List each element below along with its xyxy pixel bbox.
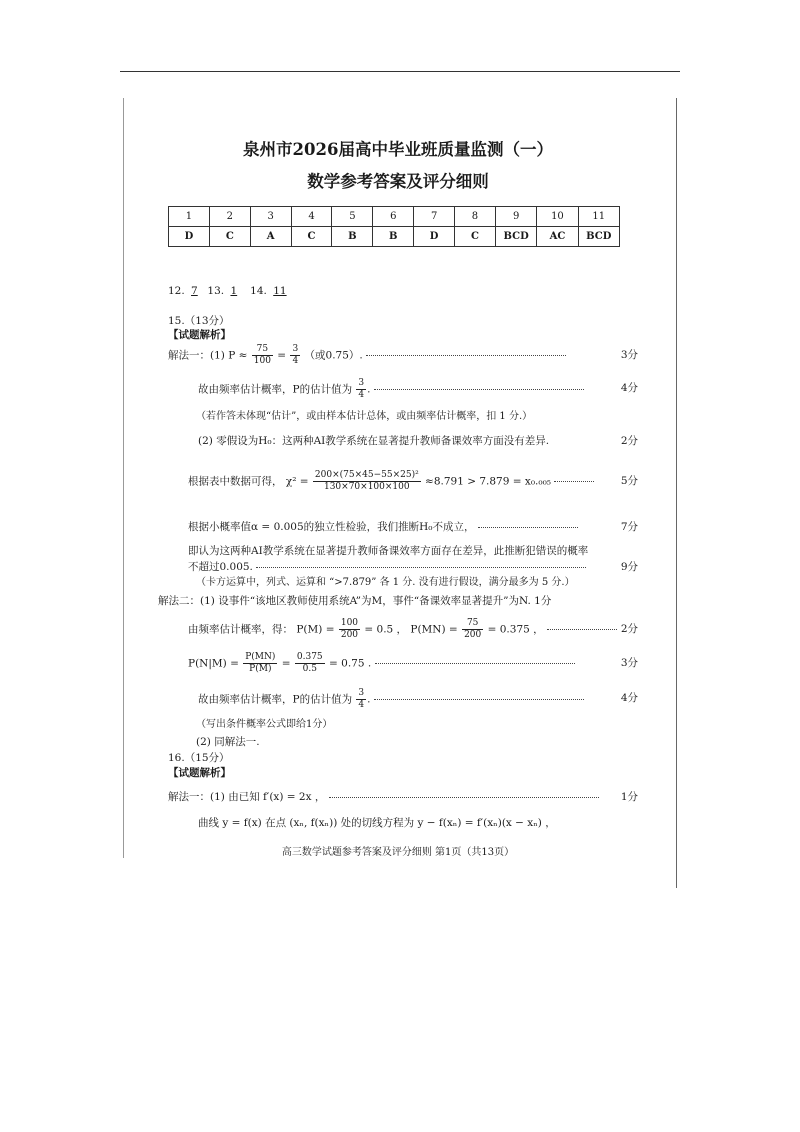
- q15-hypothesis: [198, 436, 638, 447]
- q14-label: 14.: [250, 285, 267, 297]
- answer-cell: BCD: [495, 227, 536, 247]
- pm-label: P(M) =: [296, 623, 335, 636]
- fraction-pmn-pm: [243, 652, 277, 675]
- chi-fraction: [313, 470, 421, 493]
- frac-den: 0.5: [302, 664, 317, 674]
- cond-value: = 0.75 .: [329, 657, 372, 670]
- score-marker: 9分: [620, 561, 638, 573]
- frac-num: 3: [292, 344, 299, 354]
- leader-dots: [547, 629, 617, 630]
- frac-num: 200×(75×45−55×25)²: [314, 470, 419, 480]
- question-number: 5: [332, 207, 373, 227]
- q15-method2-line: 解法二：(1) 设事件“该地区教师使用系统A”为M，事件“备课效率显著提升”为N. 1分: [158, 595, 552, 607]
- answer-cell: B: [373, 227, 414, 247]
- q15-chi-square: [188, 470, 638, 493]
- equals: =: [277, 349, 287, 362]
- q15-method2-probabilities: [188, 618, 638, 641]
- leader-dots: [375, 663, 575, 664]
- scan-right-edge: [676, 98, 677, 888]
- question-number: 4: [291, 207, 332, 227]
- equals: =: [281, 657, 291, 670]
- frac-num: 3: [358, 688, 365, 698]
- frac-num: P(MN): [245, 652, 276, 662]
- method-label: 解法一：(1): [168, 349, 225, 362]
- answer-cell: D: [169, 227, 210, 247]
- q16-method1-line: [168, 792, 638, 803]
- question-number: 2: [209, 207, 250, 227]
- page-footer: 高三数学试题参考答案及评分细则 第1页（共13页）: [281, 847, 515, 858]
- document-subtitle: 数学参考答案及评分细则: [307, 171, 489, 191]
- frac-den: 200: [464, 630, 482, 640]
- chi-symbol: χ² =: [285, 475, 309, 488]
- q14-answer: 11: [273, 285, 287, 297]
- answer-cell: C: [209, 227, 250, 247]
- q12-answer: 7: [191, 285, 198, 297]
- question-number: 11: [578, 207, 620, 227]
- chi-lead: 根据表中数据可得，: [188, 475, 283, 488]
- q16-tangent-line: 曲线 y = f(x) 在点 (xₙ, f(xₙ)) 处的切线方程为 y − f(xₙ) = f′(xₙ)(x − xₙ) ，: [198, 817, 556, 829]
- cond-label: P(N|M) =: [188, 657, 239, 670]
- question-number: 6: [373, 207, 414, 227]
- q15-method2-estimate: 故由频率估计概率，P的估计值为 $\frac{3}{4}$ . 4分: [198, 688, 638, 710]
- pm-value: = 0.5 ，: [364, 623, 408, 636]
- leader-dots: [366, 355, 566, 356]
- fill-blank-answers: [168, 286, 290, 297]
- frac-den: 4: [292, 356, 299, 366]
- q15-heading: 15.（13分）: [168, 315, 230, 327]
- pmn-value: = 0.375 ，: [487, 623, 544, 636]
- frac-num: 75: [462, 618, 483, 630]
- q16-heading: 16.（15分）: [168, 752, 230, 764]
- scan-left-edge: [123, 98, 124, 858]
- score-marker: 2分: [620, 435, 638, 447]
- q15-part2: (2) 同解法一.: [196, 736, 260, 748]
- alt-value: （或0.75）.: [304, 349, 363, 362]
- answer-cell: A: [250, 227, 291, 247]
- leader-dots: [554, 481, 594, 482]
- answer-table: [168, 206, 620, 247]
- fraction-3-4: [356, 378, 366, 401]
- q15-conditional-probability: [188, 652, 638, 675]
- score-marker: 4分: [620, 382, 638, 394]
- derivative-text: 解法一：(1) 由已知 f′(x) = 2x ，: [168, 791, 326, 803]
- question-number: 3: [250, 207, 291, 227]
- question-number: 7: [414, 207, 455, 227]
- document-title: 泉州市2026届高中毕业班质量监测（一）: [243, 140, 553, 159]
- q15-note1: （若作答未体现“估计”，或由样本估计总体，或由频率估计概率，扣 1 分.）: [196, 411, 533, 422]
- score-marker: 7分: [620, 521, 638, 533]
- p-approx: P ≈: [228, 349, 248, 362]
- q15-conclusion-line1: 即认为这两种AI教学系统在显著提升教师备课效率方面存在差异，此推断犯错误的概率: [188, 545, 589, 557]
- top-rule: [120, 71, 680, 72]
- q12-label: 12.: [168, 285, 185, 297]
- q13-label: 13.: [207, 285, 225, 297]
- pmn-label: P(MN) =: [410, 623, 458, 636]
- fraction-100-200: [339, 618, 360, 641]
- leader-dots: [329, 797, 599, 798]
- question-number: 10: [537, 207, 578, 227]
- answer-cell: AC: [537, 227, 578, 247]
- estimate-text: 故由频率估计概率，P的估计值为: [198, 383, 353, 396]
- leader-dots: [478, 527, 578, 528]
- score-marker: 3分: [620, 349, 638, 361]
- hypothesis-text: (2) 零假设为H₀：这两种AI教学系统在显著提升教师备课效率方面没有差异.: [198, 435, 550, 447]
- question-number: 1: [169, 207, 210, 227]
- frac-num: 100: [340, 618, 359, 628]
- frac-num: 75: [252, 344, 273, 356]
- q15-analysis-label: 【试题解析】: [168, 329, 231, 341]
- score-marker: 2分: [620, 623, 638, 635]
- q15-method1-part1: [168, 344, 638, 367]
- estimate-lead: 由频率估计概率，得：: [188, 623, 293, 636]
- conclusion-text: 不超过0.005.: [188, 561, 253, 573]
- q15-note2: （卡方运算中，列式、运算和 “>7.879” 各 1 分. 没有进行假设，满分最多为 5 分.）: [196, 577, 575, 588]
- frac-den: 4: [358, 700, 365, 710]
- q15-conclusion-line2: [188, 562, 638, 573]
- frac-num: 0.375: [296, 652, 323, 662]
- frac-den: 4: [358, 390, 365, 400]
- score-marker: 1分: [620, 791, 638, 803]
- answer-table-answer-row: [169, 227, 620, 247]
- fraction-3-4: [290, 344, 300, 367]
- frac-num: 3: [358, 378, 365, 388]
- question-number: 8: [455, 207, 496, 227]
- answer-cell: B: [332, 227, 373, 247]
- frac-den: 200: [340, 630, 359, 640]
- answer-cell: C: [291, 227, 332, 247]
- answer-cell: D: [414, 227, 455, 247]
- score-marker: 4分: [620, 692, 638, 704]
- frac-den: 100: [253, 356, 271, 366]
- leader-dots: [256, 567, 586, 568]
- frac-den: P(M): [249, 664, 272, 674]
- estimate-text: 故由频率估计概率，P的估计值为: [198, 693, 353, 706]
- leader-dots: [374, 389, 584, 390]
- chi-result: ≈8.791 > 7.879 = x₀.₀₀₅: [425, 475, 551, 488]
- question-number: 9: [495, 207, 536, 227]
- score-marker: 3分: [620, 657, 638, 669]
- fraction-0375-05: [295, 652, 325, 675]
- frac-den: 130×70×100×100: [323, 482, 410, 492]
- fraction-75-100: [252, 344, 273, 367]
- q15-note3: （写出条件概率公式即给1分）: [196, 719, 333, 730]
- answer-table-number-row: [169, 207, 620, 227]
- q15-independence-test: [188, 522, 638, 533]
- leader-dots: [374, 699, 584, 700]
- answer-cell: C: [455, 227, 496, 247]
- score-marker: 5分: [620, 475, 638, 487]
- q16-analysis-label: 【试题解析】: [168, 767, 231, 779]
- fraction-3-4: [356, 688, 366, 711]
- answer-cell: BCD: [578, 227, 620, 247]
- alpha-text: 根据小概率值α = 0.005的独立性检验，我们推断H₀不成立，: [188, 521, 475, 533]
- q15-estimate-line: 故由频率估计概率，P的估计值为 $\frac{3}{4}$ . 4分: [198, 378, 638, 400]
- fraction-75-200: [462, 618, 483, 641]
- q13-answer: 1: [230, 285, 238, 297]
